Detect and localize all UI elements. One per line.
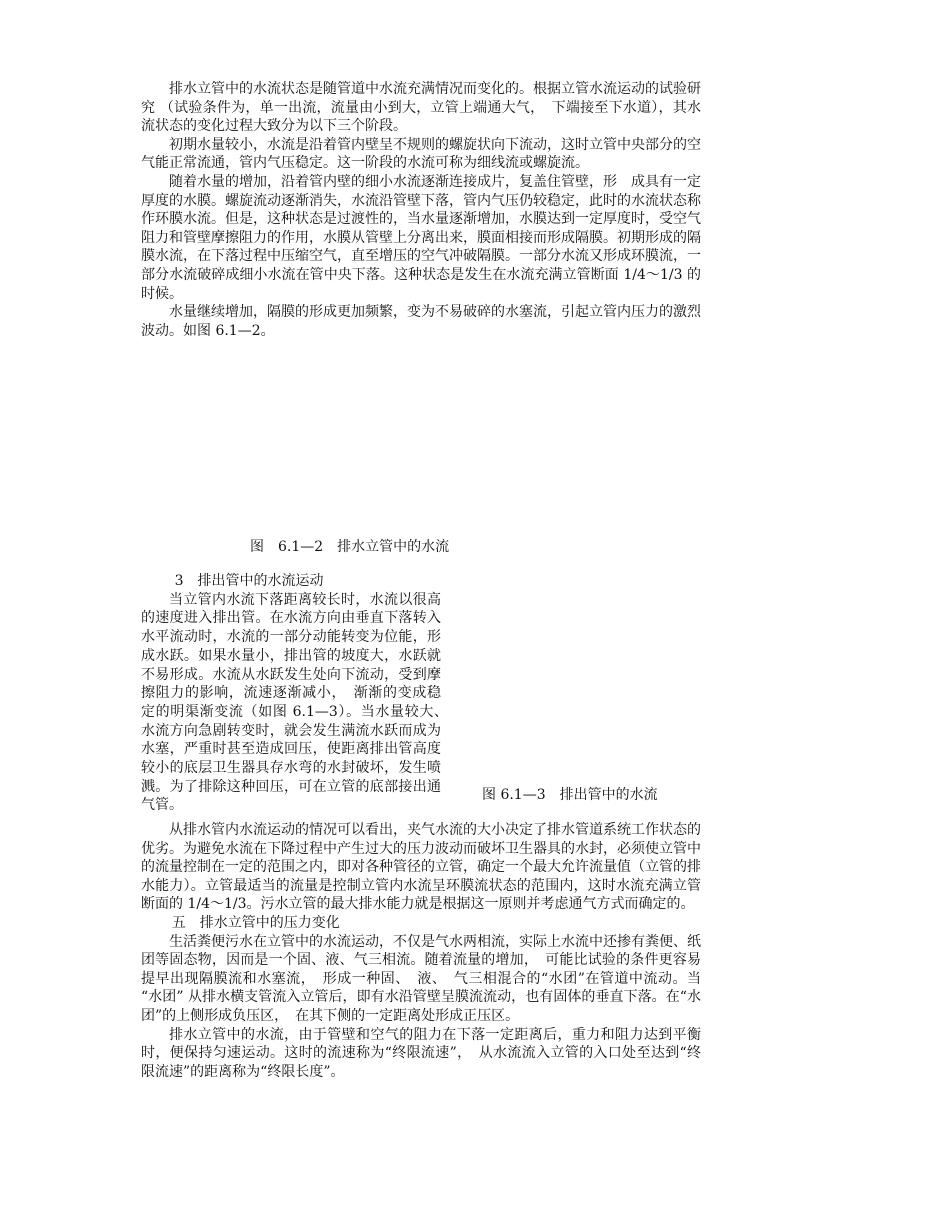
paragraph: 生活粪便污水在立管中的水流运动，不仅是气水两相流，实际上水流中还掺有粪便、纸团等固态物，因而是一个固、液、气三相流。随着流量的增加， 可能比试验的条件更容易提早出现隔膜流和水塞流， 形成一种固、 液、 气三相混合的“水团”在管道中流动。当 “水团” 从排水横支管流入立管后，即有水沿管壁呈膜流流动，也有固体的垂直下落。在“水团”的上侧形成负压区， 在其下侧的一定距离处形成正压区。 (141, 933, 701, 1024)
lower-text (141, 821, 701, 1081)
figure-6-1-2-caption: 图 6.1—2 排水立管中的水流 (250, 539, 450, 555)
section-heading: 五 排水立管中的压力变化 (171, 914, 340, 931)
paragraph: 初期水量较小，水流是沿着管内壁呈不规则的螺旋状向下流动，这时立管中央部分的空气能正常流通，管内气压稳定。这一阶段的水流可称为细线流或螺旋流。 (141, 136, 701, 172)
section-3 (141, 572, 455, 815)
section-heading: 3 排出管中的水流运动 (174, 573, 324, 589)
paragraph: 随着水量的增加，沿着管内壁的细小水流逐渐连接成片，复盖住管壁，形 成具有一定厚度的水膜。螺旋流动逐渐消失，水流沿管壁下落，管内气压仍较稳定，此时的水流状态称作环膜水流。但是，这种状态是过渡性的，当水量逐渐增加，水膜达到一定厚度时，受空气阻力和管壁摩擦阻力的作用，水膜从管壁上分离出来，膜面相接而形成隔膜。初期形成的隔膜水流，在下落过程中压缩空气，直至增压的空气冲破隔膜。一部分水流又形成环膜流，一部分水流破碎成细小水流在管中央下落。这种状态是发生在水流充满立管断面 1/4～1/3 的时候。 (141, 173, 701, 302)
paragraph: 从排水管内水流运动的情况可以看出，夹气水流的大小决定了排水管道系统工作状态的优劣。为避免水流在下降过程中产生过大的压力波动而破坏卫生器具的水封，必须使立管中的流量控制在一定的范围之内，即对各种管径的立管，确定一个最大允许流量值（立管的排水能力）。立管最适当的流量是控制立管内水流呈环膜流状态的范围内，这时水流充满立管断面的 1/4～1/3。污水立管的最大排水能力就是根据这一原则并考虑通气方式而确定的。 (141, 822, 701, 913)
paragraph: 排水立管中的水流，由于管壁和空气的阻力在下落一定距离后，重力和阻力达到平衡时，便保持匀速运动。这时的流速称为“终限流速”， 从水流流入立管的入口处至达到“终限流速”的距离称为“终限长度”。 (141, 1026, 701, 1080)
intro-text (141, 80, 701, 340)
paragraph: 水量继续增加，隔膜的形成更加频繁，变为不易破碎的水塞流，引起立管内压力的激烈波动。如图 6.1—2。 (141, 304, 701, 339)
paragraph: 排水立管中的水流状态是随管道中水流充满情况而变化的。根据立管水流运动的试验研究 （试验条件为，单一出流，流量由小到大，立管上端通大气， 下端接至下水道），其水流状态的变化过程大致分为以下三个阶段。 (141, 81, 701, 135)
paragraph: 当立管内水流下落距离较长时，水流以很高的速度进入排出管。在水流方向由垂直下落转入水平流动时，水流的一部分动能转变为位能，形成水跃。如果水量小，排出管的坡度大，水跃就不易形成。水流从水跃发生处向下流动，受到摩擦阻力的影响，流速逐渐减小， 渐渐的变成稳定的明渠渐变流（如图 6.1—3）。当水量较大、 水流方向急剧转变时，就会发生满流水跃而成为水塞，严重时甚至造成回压，使距离排出管高度较小的底层卫生器具存水弯的水封破坏，发生喷溅。为了排除这种回压，可在立管的底部接出通气管。 (141, 591, 455, 814)
figure-6-1-3-caption: 图 6.1—3 排出管中的水流 (482, 787, 658, 803)
